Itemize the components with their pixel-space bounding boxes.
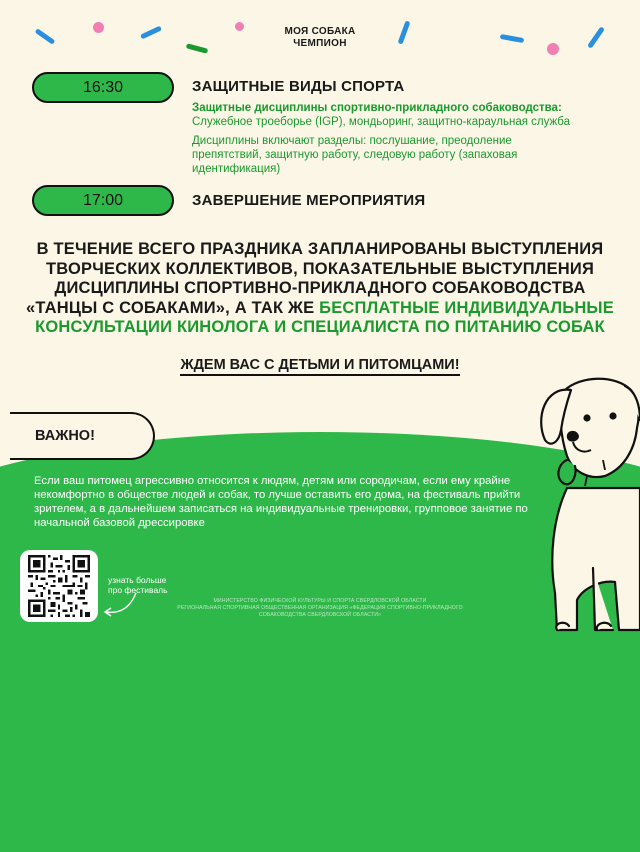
- qr-label-line-2: про фестиваль: [108, 585, 168, 595]
- section-description: Дисциплины включают разделы: послушание, преодоление препятствий, защитную работу, следовую работу (запаховая идентификация): [192, 135, 518, 175]
- announcement-line-4: [20, 299, 620, 319]
- qr-code-icon[interactable]: [27, 555, 91, 617]
- qr-code-card[interactable]: [20, 550, 98, 622]
- footer-organizers: [160, 598, 480, 619]
- important-notice-text: Если ваш питомец агрессивно относится к людям, детям или сородичам, если ему крайне некомфортно в обществе людей и собак, то лучше оставить его дома, на фестиваль прийти зрителем, а в дальнейшем записаться на индивидуальные тренировки, групповое занятие по начальной базовой дрессировке: [34, 475, 528, 529]
- important-label: ВАЖНО!: [10, 412, 155, 460]
- section-line: Служебное троеборье (IGP), мондьоринг, защитно-караульная служба: [192, 116, 571, 128]
- confetti-dash: [35, 28, 56, 45]
- dog-eye: [609, 412, 616, 419]
- dog-illustration: [505, 368, 640, 640]
- section-title-event-end: ЗАВЕРШЕНИЕ МЕРОПРИЯТИЯ: [192, 192, 426, 209]
- confetti-dash: [587, 26, 605, 49]
- announcement-line-4-plain: «ТАНЦЫ С СОБАКАМИ», А ТАК ЖЕ: [25, 298, 320, 317]
- confetti-dash: [398, 20, 411, 44]
- footer-line-3: СОБАКОВОДСТВА СВЕРДЛОВСКОЙ ОБЛАСТИ»: [258, 612, 382, 618]
- brand-line-1: МОЯ СОБАКА: [284, 26, 356, 37]
- dog-eye: [583, 414, 590, 421]
- time-badge-1700: 17:00: [32, 185, 174, 216]
- confetti-dot: [93, 22, 104, 33]
- qr-label-line-1: узнать больше: [108, 575, 167, 585]
- confetti-dot: [547, 43, 559, 55]
- announcement-line-4-highlight: БЕСПЛАТНЫЕ ИНДИВИДУАЛЬНЫЕ: [319, 298, 614, 317]
- section-title-protection-sports: ЗАЩИТНЫЕ ВИДЫ СПОРТА: [192, 78, 405, 95]
- confetti-dash: [140, 26, 162, 40]
- brand-logo-text: [270, 26, 370, 50]
- confetti-dash: [186, 43, 209, 54]
- confetti-dot: [235, 22, 244, 31]
- announcement-line-3: ДИСЦИПЛИНЫ СПОРТИВНО-ПРИКЛАДНОГО СОБАКОВОДСТВА: [54, 279, 586, 297]
- announcement-line-5: КОНСУЛЬТАЦИИ КИНОЛОГА И СПЕЦИАЛИСТА ПО ПИТАНИЮ СОБАК: [35, 318, 605, 336]
- footer-line-1: МИНИСТЕРСТВО ФИЗИЧЕСКОЙ КУЛЬТУРЫ И СПОРТА СВЕРДЛОВСКОЙ ОБЛАСТИ: [213, 598, 427, 604]
- announcement-line-1: В ТЕЧЕНИЕ ВСЕГО ПРАЗДНИКА ЗАПЛАНИРОВАНЫ ВЫСТУПЛЕНИЯ: [36, 240, 604, 258]
- confetti-dash: [500, 34, 525, 43]
- invite-text: ЖДЕМ ВАС С ДЕТЬМИ И ПИТОМЦАМИ!: [180, 357, 459, 376]
- brand-line-2: ЧЕМПИОН: [293, 38, 347, 49]
- announcement-line-2: ТВОРЧЕСКИХ КОЛЛЕКТИВОВ, ПОКАЗАТЕЛЬНЫЕ ВЫСТУПЛЕНИЯ: [45, 259, 595, 278]
- footer-line-2: РЕГИОНАЛЬНАЯ СПОРТИВНАЯ ОБЩЕСТВЕННАЯ ОРГАНИЗАЦИЯ «ФЕДЕРАЦИЯ СПОРТИВНО-ПРИКЛАДНОГО: [177, 605, 463, 611]
- section-subtitle: Защитные дисциплины спортивно-прикладного собаководства:: [192, 102, 562, 114]
- time-badge-1630: 16:30: [32, 72, 174, 103]
- announcement-text: [20, 240, 620, 338]
- arrow-icon: [100, 590, 140, 618]
